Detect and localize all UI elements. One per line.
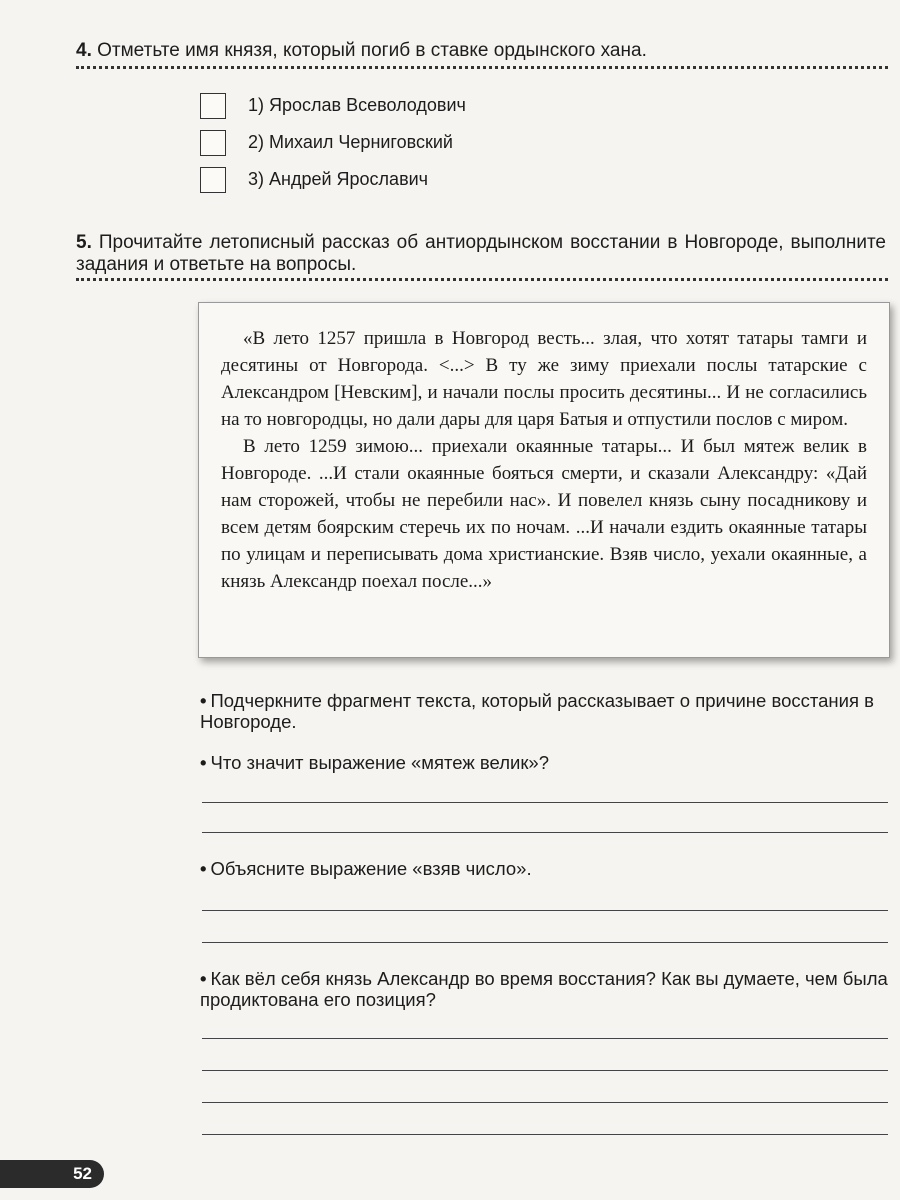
answer-line[interactable] (202, 1070, 888, 1071)
answer-line[interactable] (202, 1102, 888, 1103)
page-number: 52 (0, 1160, 104, 1188)
option-2-checkbox[interactable] (200, 130, 226, 156)
option-2-label: 2) Михаил Черниговский (248, 132, 453, 152)
answer-line[interactable] (202, 910, 888, 911)
task-2-bullet: • (200, 752, 207, 773)
task-2 (200, 752, 890, 773)
option-1-label: 1) Ярослав Всеволодович (248, 95, 466, 115)
answer-line[interactable] (202, 1134, 888, 1135)
task-3-bullet: • (200, 858, 207, 879)
question-4 (76, 40, 886, 62)
answer-line[interactable] (202, 942, 888, 943)
answer-line[interactable] (202, 832, 888, 833)
chronicle-quote-box (198, 302, 890, 658)
task-1 (200, 690, 890, 732)
task-3-text: Объясните выражение «взяв число». (210, 858, 532, 879)
question-4-divider (76, 66, 888, 69)
question-5-number: 5. (76, 232, 92, 253)
question-5 (76, 232, 886, 276)
question-4-text: Отметьте имя князя, который погиб в ставке ордынского хана. (97, 40, 647, 61)
question-5-text: Прочитайте летописный рассказ об антиордынском восстании в Новгороде, выполните задания и ответьте на вопросы. (76, 232, 886, 275)
task-4-text: Как вёл себя князь Александр во время восстания? Как вы думаете, чем была продиктована его позиция? (200, 968, 888, 1010)
question-5-divider (76, 278, 888, 281)
answer-line[interactable] (202, 1038, 888, 1039)
answer-line[interactable] (202, 802, 888, 803)
task-4 (200, 968, 890, 1010)
task-3 (200, 858, 890, 879)
option-1-checkbox[interactable] (200, 93, 226, 119)
task-1-text: Подчеркните фрагмент текста, который рассказывает о причине восстания в Новгороде. (200, 690, 874, 732)
option-3-label: 3) Андрей Ярославич (248, 169, 429, 189)
task-4-bullet: • (200, 968, 207, 989)
question-4-number: 4. (76, 40, 92, 61)
task-1-bullet: • (200, 690, 207, 711)
chronicle-paragraph-1: «В лето 1257 пришла в Новгород весть... злая, что хотят татары тамги и десятины от Новгорода. <...> В ту же зиму приехали послы татарские с Александром [Невским], и начали послы просить десятины... И не согласились на то новгородцы, но дали дары для царя Батыя и отпустили послов с миром. (221, 328, 867, 430)
chronicle-paragraph-2: В лето 1259 зимою... приехали окаянные татары... И был мятеж велик в Новгороде. ...И стали окаянные бояться смерти, и сказали Александру: «Дай нам сторожей, чтобы не перебили нас». И повелел князь сыну посадникову и всем детям боярским стеречь их по ночам. ...И начали ездить окаянные татары по улицам и переписывать дома христианские. Взяв число, уехали окаянные, а князь Александр поехал после...» (221, 436, 867, 592)
task-2-text: Что значит выражение «мятеж велик»? (210, 752, 550, 773)
option-3-checkbox[interactable] (200, 167, 226, 193)
chronicle-quote-text (221, 325, 867, 595)
